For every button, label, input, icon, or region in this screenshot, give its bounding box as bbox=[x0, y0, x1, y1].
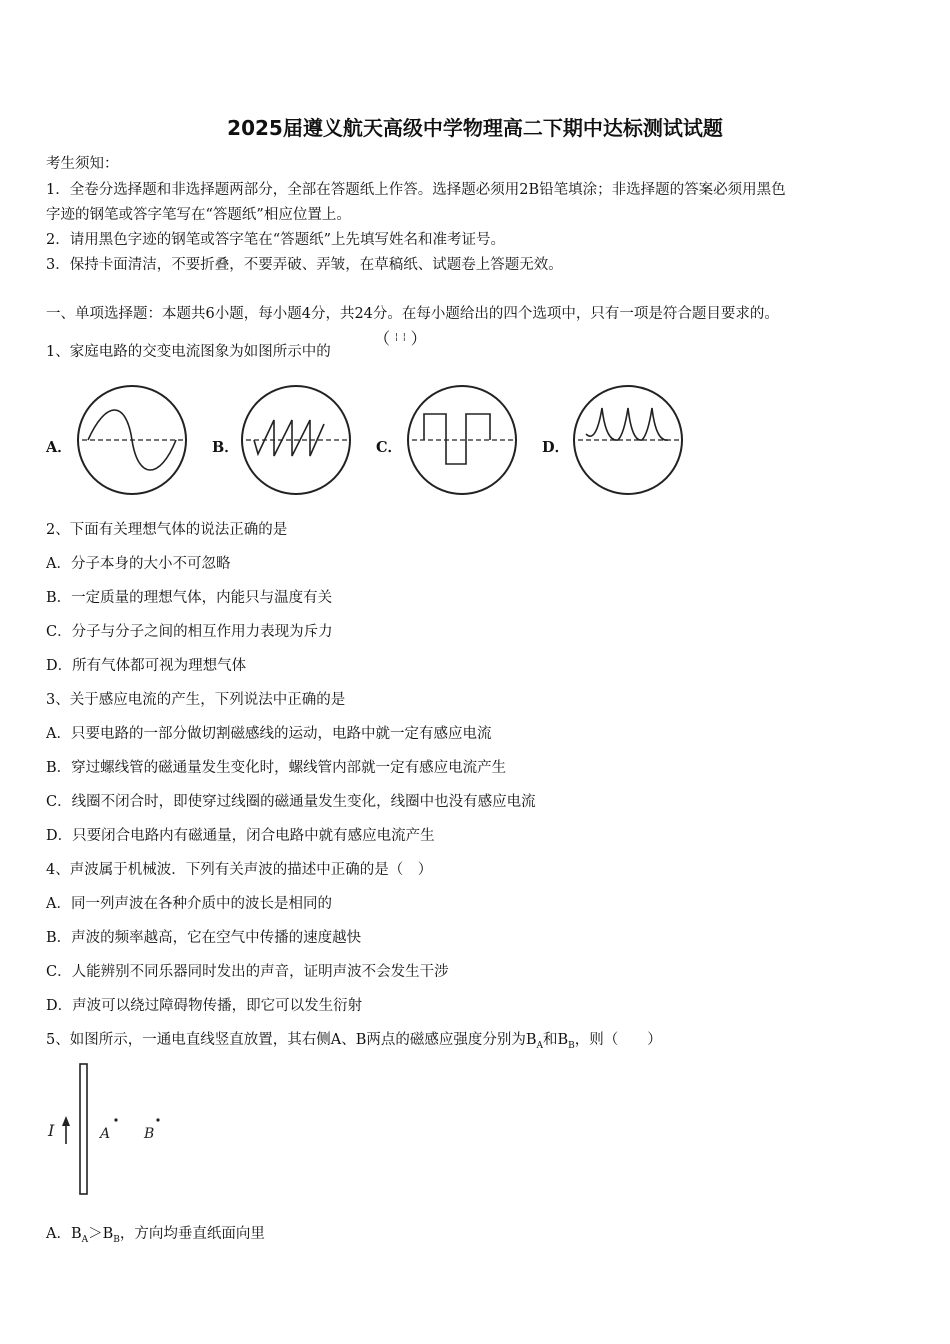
q2-stem: 2、下面有关理想气体的说法正确的是 bbox=[46, 522, 288, 538]
q2-option-c: C．分子与分子之间的相互作用力表现为斥力 bbox=[46, 624, 333, 640]
q5-sub-a: A bbox=[536, 1040, 544, 1051]
q1-option-d-label: D． bbox=[542, 439, 570, 456]
q1-option-c-square-graph bbox=[406, 384, 518, 496]
q1-paren-space: ¦ ¦ bbox=[391, 332, 411, 343]
q3-option-a: A．只要电路的一部分做切割磁感线的运动，电路中就一定有感应电流 bbox=[46, 726, 492, 742]
q4-option-b: B．声波的频率越高，它在空气中传播的速度越快 bbox=[46, 930, 362, 946]
q2-option-b: B．一定质量的理想气体，内能只与温度有关 bbox=[46, 590, 333, 606]
q4-option-a: A．同一列声波在各种介质中的波长是相同的 bbox=[46, 896, 332, 912]
q2-option-a: A．分子本身的大小不可忽略 bbox=[46, 556, 231, 572]
q5-point-a-dot bbox=[114, 1118, 117, 1121]
q1-paren-close: ） bbox=[410, 329, 428, 348]
q5-stem-part-a: 5、如图所示，一通电直线竖直放置，其右侧A、B两点的磁感应强度分别为B bbox=[46, 1032, 537, 1048]
q1-option-a-label: A． bbox=[46, 439, 72, 456]
notice-heading: 考生须知： bbox=[46, 156, 119, 172]
page-title: 2025届遵义航天高级中学物理高二下期中达标测试试题 bbox=[227, 116, 723, 140]
q5-wire bbox=[80, 1064, 87, 1194]
q5-point-b-dot bbox=[156, 1118, 159, 1121]
q4-option-d: D．声波可以绕过障碍物传播，即它可以发生衍射 bbox=[46, 998, 363, 1014]
q3-option-b: B．穿过螺线管的磁通量发生变化时，螺线管内部就一定有感应电流产生 bbox=[46, 760, 507, 776]
q5-point-a-label: A bbox=[100, 1126, 111, 1142]
q5-wire-figure bbox=[44, 1060, 164, 1200]
q5-stem-part-b: 和B bbox=[543, 1032, 569, 1048]
q1-option-c-label: C． bbox=[376, 439, 403, 456]
q1-figures bbox=[46, 384, 746, 496]
q1-option-a-sine-graph bbox=[76, 384, 188, 496]
q5-stem bbox=[46, 1028, 662, 1051]
q5-option-a-pre: A．B bbox=[46, 1226, 82, 1242]
q5-sub-b: B bbox=[568, 1040, 575, 1051]
q3-option-d: D．只要闭合电路内有磁通量，闭合电路中就有感应电流产生 bbox=[46, 828, 435, 844]
q1-paren-open: （ bbox=[374, 329, 392, 348]
q1-answer-paren bbox=[374, 326, 428, 349]
notice-item-2: 2．请用黑色字迹的钢笔或答字笔在“答题纸”上先填写姓名和准考证号。 bbox=[46, 232, 506, 248]
q3-stem: 3、关于感应电流的产生，下列说法中正确的是 bbox=[46, 692, 346, 708]
q5-point-b-label: B bbox=[144, 1126, 155, 1142]
q1-option-b-label: B． bbox=[212, 439, 239, 456]
q5-option-a-sub1: A bbox=[81, 1234, 89, 1245]
q5-option-a-sub2: B bbox=[113, 1234, 120, 1245]
q1-option-d-spike-graph bbox=[572, 384, 684, 496]
q5-option-a bbox=[46, 1222, 265, 1245]
q2-option-d: D．所有气体都可视为理想气体 bbox=[46, 658, 247, 674]
q1-stem: 1、家庭电路的交变电流图象为如图所示中的 bbox=[46, 344, 331, 360]
q5-current-arrow-head bbox=[62, 1116, 70, 1126]
section-heading: 一、单项选择题：本题共6小题，每小题4分，共24分。在每小题给出的四个选项中，只有一项是符合题目要求的。 bbox=[46, 306, 779, 322]
q5-option-a-mid: ＞B bbox=[88, 1226, 114, 1242]
q4-option-c: C．人能辨别不同乐器同时发出的声音，证明声波不会发生干涉 bbox=[46, 964, 449, 980]
notice-item-1-cont: 字迹的钢笔或答字笔写在“答题纸”相应位置上。 bbox=[46, 207, 351, 223]
q5-stem-part-c: ，则（ ） bbox=[574, 1032, 662, 1048]
q3-option-c: C．线圈不闭合时，即使穿过线圈的磁通量发生变化，线圈中也没有感应电流 bbox=[46, 794, 536, 810]
notice-item-3: 3．保持卡面清洁，不要折叠，不要弄破、弄皱，在草稿纸、试题卷上答题无效。 bbox=[46, 257, 563, 273]
q1-option-b-sawtooth-graph bbox=[240, 384, 352, 496]
q5-current-label: I bbox=[48, 1121, 55, 1140]
q5-option-a-post: ，方向均垂直纸面向里 bbox=[119, 1226, 265, 1242]
notice-item-1: 1．全卷分选择题和非选择题两部分，全部在答题纸上作答。选择题必须用2B铅笔填涂；非选择题的答案必须用黑色 bbox=[46, 182, 786, 198]
q4-stem: 4、声波属于机械波．下列有关声波的描述中正确的是（ ） bbox=[46, 862, 433, 878]
